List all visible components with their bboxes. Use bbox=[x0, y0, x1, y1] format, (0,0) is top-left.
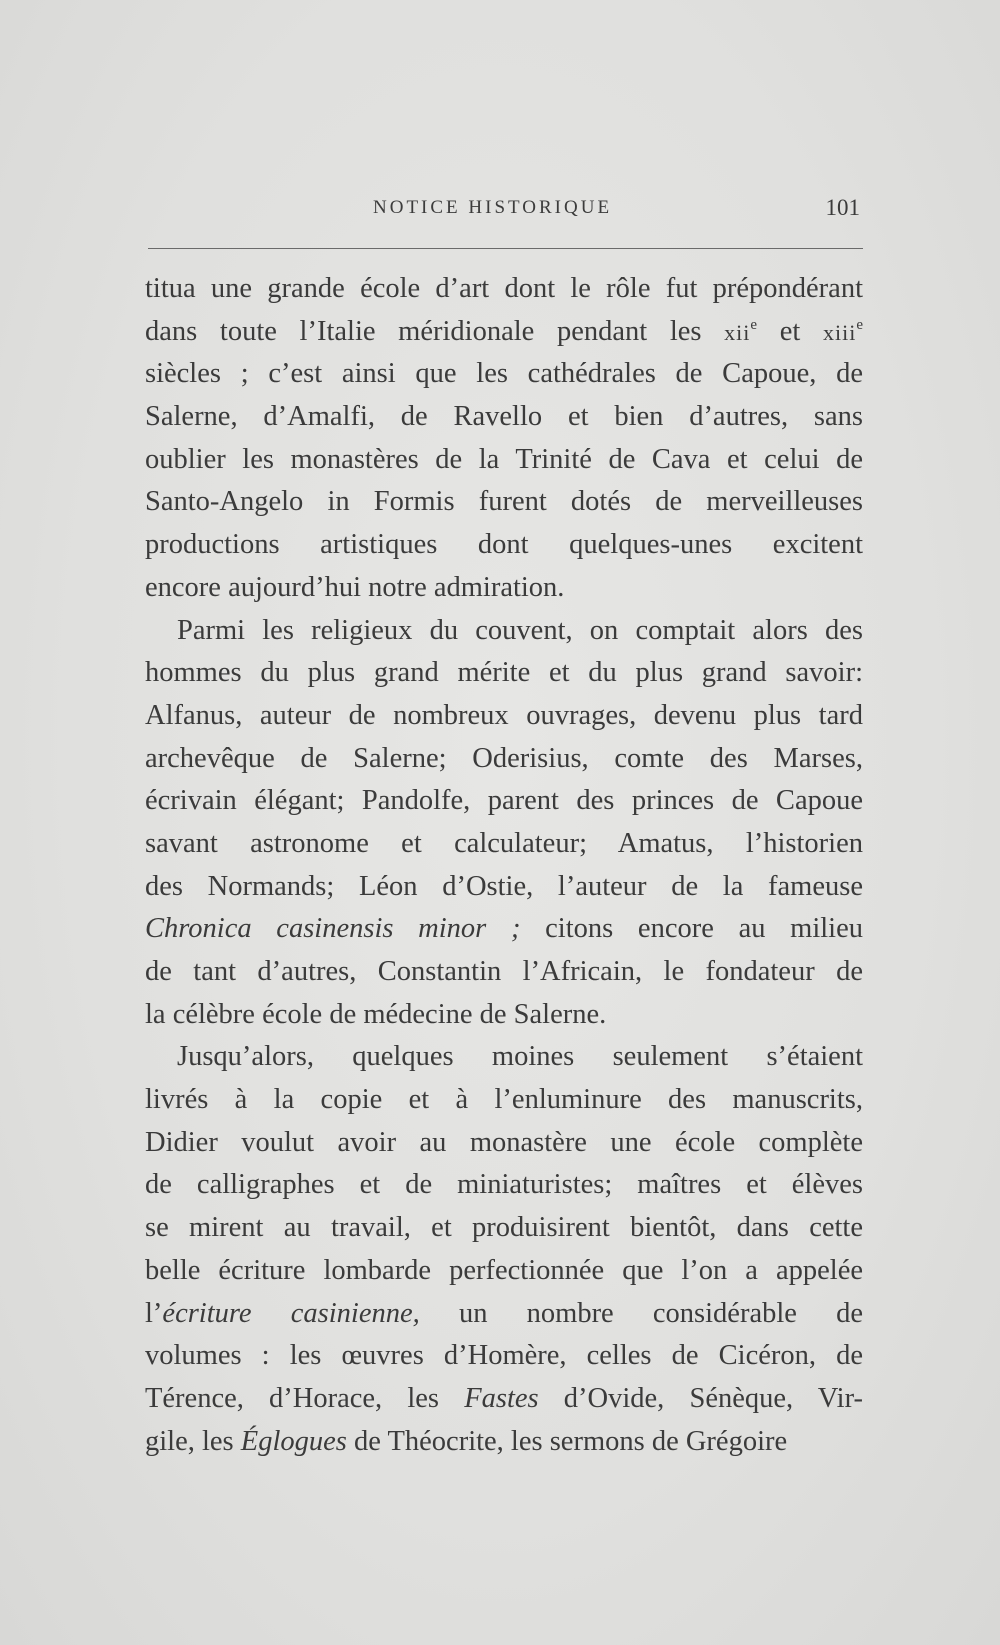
text-line bbox=[145, 396, 863, 439]
text-segment: la célèbre école de médecine de Salerne. bbox=[145, 998, 607, 1030]
text-segment: Santo-Angelo in Formis furent dotés de merveilleuses bbox=[145, 486, 863, 518]
text-line bbox=[145, 610, 863, 653]
text-line bbox=[145, 311, 863, 354]
text-line bbox=[145, 738, 863, 781]
text-line bbox=[145, 439, 863, 482]
text-line bbox=[145, 908, 863, 951]
text-segment: xiii bbox=[822, 319, 857, 345]
italic-text: Chronica casinensis minor ; bbox=[145, 913, 521, 945]
text-line bbox=[145, 951, 863, 994]
text-line bbox=[145, 1293, 863, 1336]
text-segment: citons encore au milieu bbox=[520, 913, 863, 945]
header-rule bbox=[148, 248, 863, 249]
text-line bbox=[145, 268, 863, 311]
italic-text: Églogues bbox=[240, 1425, 347, 1457]
text-line bbox=[145, 481, 863, 524]
text-segment: et bbox=[757, 315, 823, 347]
page-number: 101 bbox=[825, 195, 860, 220]
text-segment: belle écriture lombarde perfectionnée que l’on a appelée bbox=[145, 1254, 863, 1286]
text-segment: encore aujourd’hui notre admiration. bbox=[145, 571, 565, 603]
text-segment: dans toute l’Italie méridionale pendant les bbox=[145, 315, 725, 347]
text-segment: de Théocrite, les sermons de Grégoire bbox=[346, 1425, 788, 1457]
text-segment: de tant d’autres, Constantin l’Africain, le fondateur de bbox=[145, 956, 863, 987]
text-segment: archevêque de Salerne; Oderisius, comte des Marses, bbox=[145, 742, 863, 774]
text-line bbox=[145, 1250, 863, 1293]
text-segment: Didier voulut avoir au monastère une école complète bbox=[145, 1126, 863, 1158]
text-segment: d’Ovide, Sénèque, Vir- bbox=[538, 1382, 863, 1414]
text-line bbox=[145, 994, 863, 1037]
text-segment: productions artistiques dont quelques-unes excitent bbox=[145, 529, 863, 561]
text-segment: se mirent au travail, et produisirent bientôt, dans cette bbox=[145, 1212, 863, 1244]
text-segment: savant astronome et calculateur; Amatus, l’historien bbox=[145, 827, 863, 859]
text-segment: xii bbox=[724, 319, 751, 345]
text-line bbox=[145, 1207, 863, 1250]
superscript: e bbox=[856, 316, 863, 333]
text-line bbox=[145, 780, 863, 823]
text-segment: oublier les monastères de la Trinité de Cava et celui de bbox=[145, 443, 863, 475]
body-text bbox=[145, 268, 863, 1463]
text-segment: des Normands; Léon d’Ostie, l’auteur de la fameuse bbox=[145, 870, 863, 902]
text-segment: Alfanus, auteur de nombreux ouvrages, devenu plus tard bbox=[145, 699, 863, 731]
text-line bbox=[145, 695, 863, 738]
text-segment: siècles ; c’est ainsi que les cathédrales de Capoue, de bbox=[145, 358, 863, 390]
text-segment: écrivain élégant; Pandolfe, parent des princes de Capoue bbox=[145, 785, 863, 817]
italic-text: écriture casinienne, bbox=[162, 1297, 420, 1329]
superscript: e bbox=[750, 316, 758, 333]
text-line bbox=[145, 567, 863, 610]
text-line bbox=[145, 823, 863, 866]
text-segment: Salerne, d’Amalfi, de Ravello et bien d’autres, sans bbox=[145, 401, 863, 433]
text-line bbox=[145, 1122, 863, 1165]
text-segment: de calligraphes et de miniaturistes; maîtres et élèves bbox=[145, 1169, 863, 1201]
text-line bbox=[145, 524, 863, 567]
text-segment: Parmi les religieux du couvent, on comptait alors des bbox=[177, 614, 863, 646]
text-segment: livrés à la copie et à l’enluminure des manuscrits, bbox=[145, 1084, 863, 1116]
text-line bbox=[145, 1164, 863, 1207]
text-line bbox=[145, 1079, 863, 1122]
text-line bbox=[145, 353, 863, 396]
text-line bbox=[145, 866, 863, 909]
running-head bbox=[148, 197, 866, 229]
text-segment: hommes du plus grand mérite et du plus grand savoir: bbox=[145, 657, 863, 689]
text-segment: Jusqu’alors, quelques moines seulement s’étaient bbox=[177, 1041, 863, 1073]
text-segment: volumes : les œuvres d’Homère, celles de Cicéron, de bbox=[145, 1340, 863, 1372]
text-segment: Térence, d’Horace, les bbox=[145, 1382, 465, 1414]
text-segment: un nombre considérable de bbox=[419, 1297, 863, 1329]
text-line bbox=[145, 1378, 863, 1421]
italic-text: Fastes bbox=[464, 1382, 539, 1414]
running-title: NOTICE HISTORIQUE bbox=[373, 197, 613, 218]
text-segment: gile, les bbox=[145, 1425, 241, 1457]
text-line bbox=[145, 1335, 863, 1378]
text-segment: l’ bbox=[145, 1297, 163, 1329]
text-line bbox=[145, 1421, 863, 1464]
text-line bbox=[145, 652, 863, 695]
text-line bbox=[145, 1036, 863, 1079]
text-segment: titua une grande école d’art dont le rôle fut prépondérant bbox=[145, 273, 863, 304]
